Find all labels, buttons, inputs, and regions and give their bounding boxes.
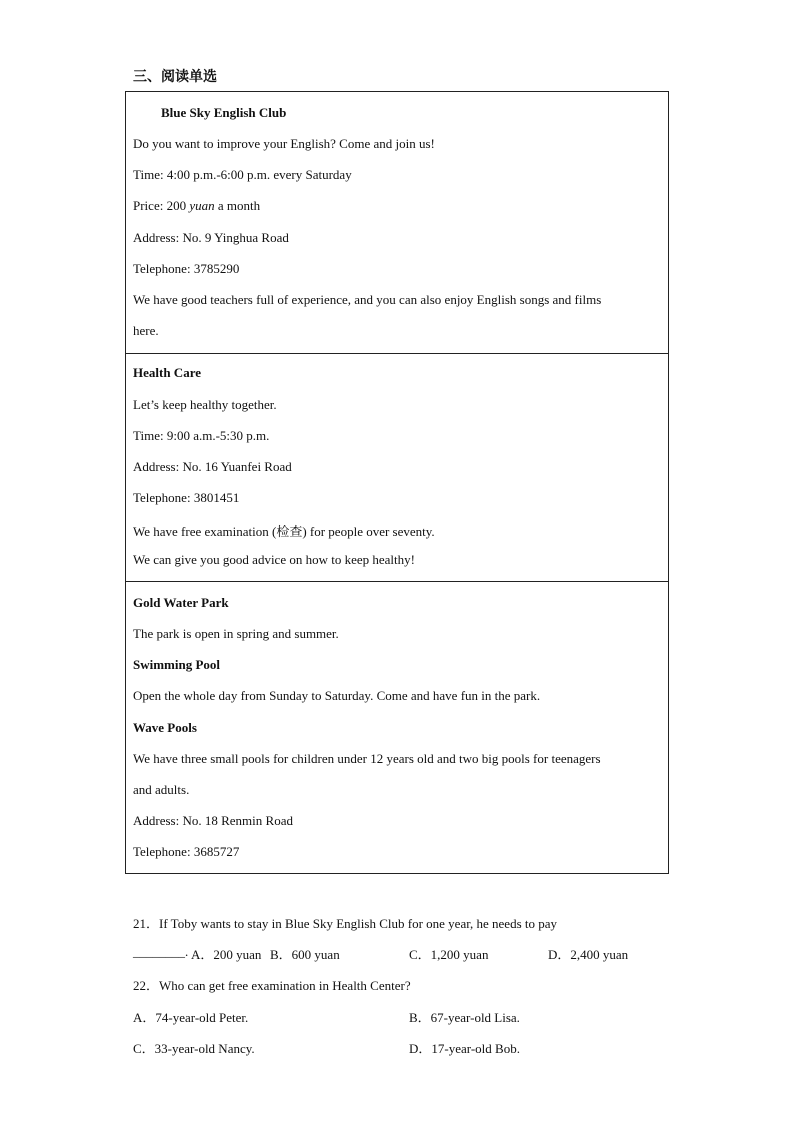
q22-option-c: C．33-year-old Nancy. [133,1041,255,1056]
ad1-price-prefix: Price: 200 [133,198,190,213]
ad3-wave-pools-line1: We have three small pools for children under 12 years old and two big pools for teenagers [133,751,601,766]
q21-stem: 21．If Toby wants to stay in Blue Sky English Club for one year, he needs to pay [133,916,558,931]
ad2-address: Address: No. 16 Yuanfei Road [133,459,292,474]
q21-blank: ________. [133,944,189,959]
section-title: 三、阅读单选 [133,69,217,85]
q21-option-b: B．600 yuan [270,947,340,962]
q21-option-c: C．1,200 yuan [409,947,489,962]
ad1-price [133,198,260,214]
q22-stem: 22．Who can get free examination in Health Center? [133,978,411,993]
q22-option-b: B．67-year-old Lisa. [409,1010,520,1025]
ad1-intro: Do you want to improve your English? Come and join us! [133,136,435,151]
ad3-telephone: Telephone: 3685727 [133,844,240,859]
ad3-intro: The park is open in spring and summer. [133,626,339,641]
ad1-description-line2: here. [133,323,159,338]
ad2-intro: Let’s keep healthy together. [133,397,277,412]
ad3-wave-pools-heading: Wave Pools [133,720,197,735]
ad1-description-line1: We have good teachers full of experience, and you can also enjoy English songs and films [133,292,602,307]
ad-blue-sky-english-club [125,91,669,354]
ad3-swimming-pool-heading: Swimming Pool [133,657,221,672]
ad2-time: Time: 9:00 a.m.-5:30 p.m. [133,428,270,443]
ad2-title: Health Care [133,365,201,380]
ad1-price-suffix: a month [214,198,261,213]
ad3-address: Address: No. 18 Renmin Road [133,813,293,828]
ad1-time: Time: 4:00 p.m.-6:00 p.m. every Saturday [133,167,352,182]
ad3-wave-pools-line2: and adults. [133,782,190,797]
q22-option-a: A．74-year-old Peter. [133,1010,249,1025]
ad3-swimming-pool-text: Open the whole day from Sunday to Saturday. Come and have fun in the park. [133,688,541,703]
ad-gold-water-park [125,581,669,874]
ad3-title: Gold Water Park [133,595,229,610]
ad1-title: Blue Sky English Club [161,105,287,120]
ad2-exam: We have free examination (检查) for people over seventy. [133,524,435,539]
ad2-advice: We can give you good advice on how to keep healthy! [133,552,415,567]
ad2-telephone: Telephone: 3801451 [133,490,240,505]
ad1-telephone: Telephone: 3785290 [133,261,240,276]
q21-option-a: A．200 yuan [191,947,262,962]
q21-option-d: D．2,400 yuan [548,947,629,962]
ad1-address: Address: No. 9 Yinghua Road [133,230,289,245]
ad-health-care [125,352,669,582]
q22-option-d: D．17-year-old Bob. [409,1041,520,1056]
ad1-price-unit: yuan [189,198,215,213]
